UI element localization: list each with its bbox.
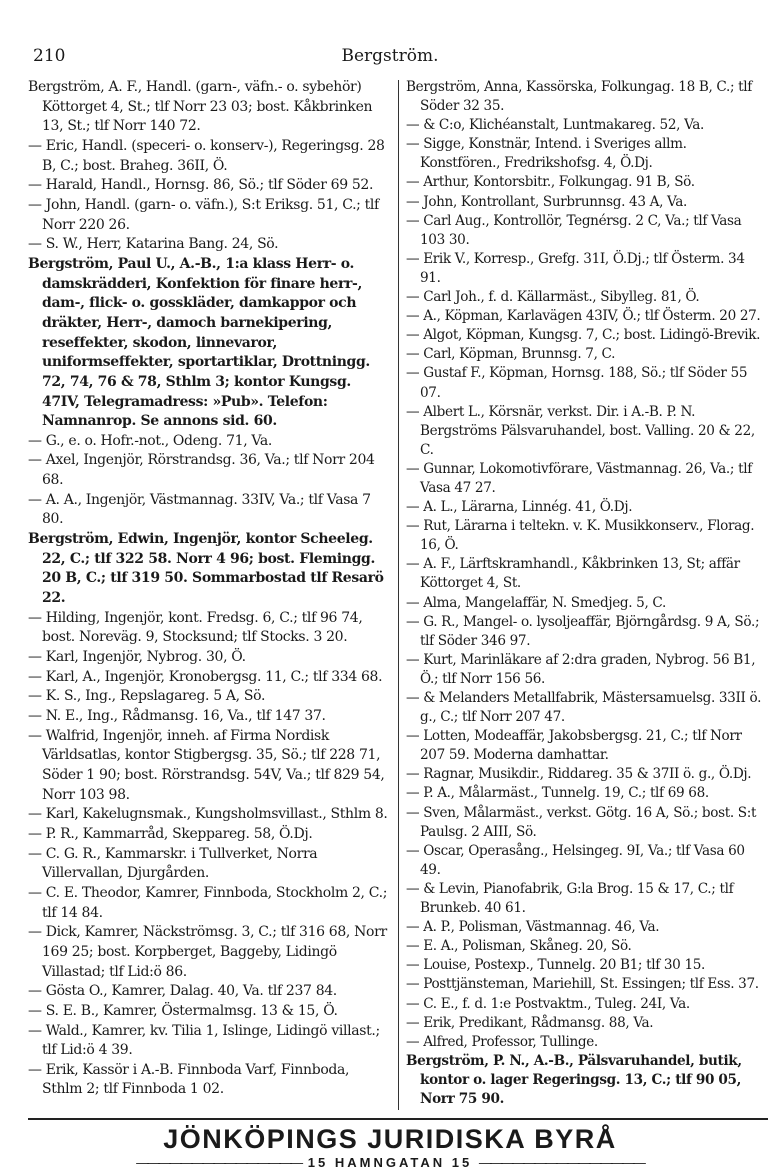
directory-entry: — John, Kontrollant, Surbrunnsg. 43 A, Va. [406,193,687,210]
directory-entry: — G., e. o. Hofr.-not., Odeng. 71, Va. [28,432,272,449]
directory-entry: Bergström, A. F., Handl. (garn-, väfn.- o. sybehör) Köttorget 4, St.; tlf Norr 23 03; bost. Kåkbrinken 13, St.; tlf Norr 140 72. [28,79,373,135]
directory-entry: — S. E. B., Kamrer, Östermalmsg. 13 & 15, Ö. [28,1002,338,1019]
ad-right-rule: ——————————————— [478,1155,644,1170]
directory-entry: — N. E., Ing., Rådmansg. 16, Va., tlf 147 37. [28,708,326,724]
directory-entry: — A., Köpman, Karlavägen 43IV, Ö.; tlf Österm. 20 27. [406,308,761,325]
directory-entry: — Gunnar, Lokomotivförare, Västmannag. 26, Va.; tlf Vasa 47 27. [406,460,752,496]
left-column [28,78,390,1100]
directory-entry: — Lotten, Modeaffär, Jakobsbergsg. 21, C.; tlf Norr 207 59. Moderna damhattar. [406,728,742,764]
directory-entry: — John, Handl. (garn- o. väfn.), S:t Eriksg. 51, C.; tlf Norr 220 26. [28,196,379,233]
directory-entry: — Kurt, Marinläkare af 2:dra graden, Nybrog. 56 B1, Ö.; tlf Norr 156 56. [406,651,756,687]
directory-entry: — Karl, Ingenjör, Nybrog. 30, Ö. [28,649,246,666]
directory-entry: — A. P., Polisman, Västmannag. 46, Va. [406,919,660,936]
directory-entry: — Hilding, Ingenjör, kont. Fredsg. 6, C.; tlf 96 74, bost. Noreväg. 9, Stocksund; tlf Stocks. 3 20. [28,609,363,646]
directory-entry: — Karl, Kakelugnsmak., Kungsholmsvillast., Sthlm 8. [28,806,388,823]
directory-entry: — C. G. R., Kammarskr. i Tullverket, Norra Villervallan, Djurgården. [28,845,318,882]
directory-entry: — & C:o, Klichéanstalt, Luntmakareg. 52, Va. [406,117,705,134]
directory-entry: — P. R., Kammarråd, Skeppareg. 58, Ö.Dj. [28,825,313,842]
directory-entry: — Dick, Kamrer, Näckströmsg. 3, C.; tlf 316 68, Norr 169 25; bost. Korpberget, Baggeby, Lidingö Villastad; tlf Lid:ö 86. [28,924,387,980]
page-number: 210 [33,46,66,66]
directory-entry: — C. E., f. d. 1:e Postvaktm., Tuleg. 24I, Va. [406,995,690,1012]
page-header [0,46,780,70]
directory-entry: — Alma, Mangelaffär, N. Smedjeg. 5, C. [406,594,666,611]
directory-entry: — Algot, Köpman, Kungsg. 7, C.; bost. Lidingö-Brevik. [406,327,761,344]
directory-entry: — Carl, Köpman, Brunnsg. 7, C. [406,346,616,363]
directory-entry: — Eric, Handl. (speceri- o. konserv-), Regeringsg. 28 B, C.; bost. Braheg. 36II, Ö. [28,137,385,174]
directory-entry: — Sven, Målarmäst., verkst. Götg. 16 A, Sö.; bost. S:t Paulsg. 2 AIII, Sö. [406,804,757,840]
directory-entry: — S. W., Herr, Katarina Bang. 24, Sö. [28,236,279,253]
footer-rule [28,1118,768,1120]
directory-entry: — Erik, Predikant, Rådmansg. 88, Va. [406,1014,654,1031]
directory-entry: — Walfrid, Ingenjör, inneh. af Firma Nordisk Världsatlas, kontor Stigbergsg. 35, Sö.; tlf 228 71, Söder 1 90; bost. Rörstrandsg. 54V, Va.; tlf 829 54, Norr 103 98. [28,727,385,803]
directory-entry: — E. A., Polisman, Skåneg. 20, Sö. [406,938,632,955]
advertisement-address: 15 HAMNGATAN 15 [307,1155,473,1170]
directory-entry: — Oscar, Operasång., Helsingeg. 9I, Va.; tlf Vasa 60 49. [406,842,745,878]
directory-entry: — Erik V., Korresp., Grefg. 31I, Ö.Dj.; tlf Österm. 34 91. [406,250,745,286]
directory-entry: — Erik, Kassör i A.-B. Finnboda Varf, Finnboda, Sthlm 2; tlf Finnboda 1 02. [28,1061,350,1098]
ad-left-rule: ——————————————— [136,1155,302,1170]
directory-entry: — Karl, A., Ingenjör, Kronobergsg. 11, C.; tlf 334 68. [28,668,383,685]
directory-entry: — Gösta O., Kamrer, Dalag. 40, Va. tlf 237 84. [28,983,337,1000]
directory-entry: Bergström, Paul U., A.-B., 1:a klass Herr- o. damskrädderi, Konfektion för finare herr-, dam-, flick- o. gosskläder, damkappor och dräkter, Herr-, damoch barnekipering, reseffekter, skodon, linnevaror, uniformseffekter, sportartiklar, Drottningg. 72, 74, 76 & 78, Sthlm 3; kontor Kungsg. 47IV, Telegramadress: »Pub». Telefon: Namnanrop. Se annons sid. 60. [28,255,370,430]
right-column [406,78,768,1109]
directory-entry: — Alfred, Professor, Tullinge. [406,1033,598,1050]
column-divider [398,80,399,1110]
directory-entry: — Carl Joh., f. d. Källarmäst., Sibylleg. 81, Ö. [406,289,700,306]
directory-columns [28,78,768,1114]
directory-entry: — Wald., Kamrer, kv. Tilia 1, Islinge, Lidingö villast.; tlf Lid:ö 4 39. [28,1022,380,1059]
directory-entry: — C. E. Theodor, Kamrer, Finnboda, Stockholm 2, C.; tlf 14 84. [28,884,388,921]
directory-entry: — Gustaf F., Köpman, Hornsg. 188, Sö.; tlf Söder 55 07. [406,365,748,401]
directory-entry: Bergström, Edwin, Ingenjör, kontor Scheeleg. 22, C.; tlf 322 58. Norr 4 96; bost. Flemingg. 20 B, C.; tlf 319 50. Sommarbostad tlf Resarö 22. [28,531,384,607]
directory-entry: — Axel, Ingenjör, Rörstrandsg. 36, Va.; tlf Norr 204 68. [28,452,375,489]
directory-entry: Bergström, Anna, Kassörska, Folkungag. 18 B, C.; tlf Söder 32 35. [406,79,752,115]
directory-entry: — Albert L., Körsnär, verkst. Dir. i A.-B. P. N. Bergströms Pälsvaruhandel, bost. Valling. 20 & 22, C. [406,403,755,458]
directory-entry: Bergström, P. N., A.-B., Pälsvaruhandel, butik, kontor o. lager Regeringsg. 13, C.; tlf 90 05, Norr 75 90. [406,1052,742,1107]
directory-entry: — Posttjänsteman, Mariehill, St. Essingen; tlf Ess. 37. [406,976,759,993]
directory-entry: — Sigge, Konstnär, Intend. i Sveriges allm. Konstfören., Fredrikshofsg. 4, Ö.Dj. [406,136,687,172]
directory-entry: — A. F., Lärftskramhandl., Kåkbrinken 13, St; affär Köttorget 4, St. [406,556,740,592]
directory-entry: — & Melanders Metallfabrik, Mästersamuelsg. 33II ö. g., C.; tlf Norr 207 47. [406,690,762,726]
directory-entry: — G. R., Mangel- o. lysoljeaffär, Björngårdsg. 9 A, Sö.; tlf Söder 346 97. [406,613,760,649]
advertisement-title: JÖNKÖPINGS JURIDISKA BYRÅ [163,1124,617,1154]
directory-entry: — Ragnar, Musikdir., Riddareg. 35 & 37II ö. g., Ö.Dj. [406,766,752,783]
running-head: Bergström. [341,46,439,66]
directory-entry: — Louise, Postexp., Tunnelg. 20 B1; tlf 30 15. [406,957,706,974]
directory-entry: — Carl Aug., Kontrollör, Tegnérsg. 2 C, Va.; tlf Vasa 103 30. [406,212,742,248]
directory-entry: — Arthur, Kontorsbitr., Folkungag. 91 B, Sö. [406,174,695,191]
directory-entry: — A. L., Lärarna, Linnég. 41, Ö.Dj. [406,499,633,516]
directory-entry: — K. S., Ing., Repslagareg. 5 A, Sö. [28,688,266,705]
directory-entry: — Harald, Handl., Hornsg. 86, Sö.; tlf Söder 69 52. [28,177,374,194]
advertisement-address-line [0,1155,780,1170]
directory-entry: — A. A., Ingenjör, Västmannag. 33IV, Va.; tlf Vasa 7 80. [28,491,371,528]
directory-entry: — & Levin, Pianofabrik, G:la Brog. 15 & 17, C.; tlf Brunkeb. 40 61. [406,880,734,917]
directory-entry: — Rut, Lärarna i teltekn. v. K. Musikkonserv., Florag. 16, Ö. [406,518,755,554]
directory-entry: — P. A., Målarmäst., Tunnelg. 19, C.; tlf 69 68. [406,785,709,802]
